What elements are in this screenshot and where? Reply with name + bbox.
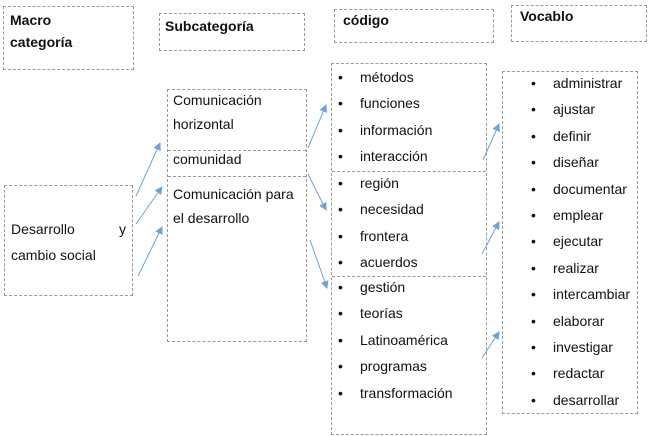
vocablo-item: • documentar bbox=[503, 176, 630, 202]
subcategory-desarrollo-line2: el desarrollo bbox=[173, 210, 250, 226]
macro-line-cambio-social: cambio social bbox=[11, 247, 96, 263]
vocablo-item: • administrar bbox=[503, 70, 630, 96]
arrow-macro-to-horizontal bbox=[136, 143, 160, 196]
vocablo-item: • realizar bbox=[503, 255, 630, 281]
vocablo-item: • ejecutar bbox=[503, 228, 630, 254]
codigo-item: • transformación bbox=[332, 380, 453, 406]
arrow-codigo1-to-vocablo bbox=[483, 124, 499, 160]
vocablo-item: • emplear bbox=[503, 202, 630, 228]
codigo-item: • interacción bbox=[332, 143, 432, 169]
header-codigo: código bbox=[343, 12, 389, 28]
arrow-codigo3-to-vocablo bbox=[482, 332, 499, 358]
header-macro-line1: Macro bbox=[10, 12, 52, 28]
header-macro-line2: categoría bbox=[10, 34, 73, 50]
subcategory-comunidad: comunidad bbox=[173, 151, 242, 167]
arrow-desarrollo-to-codigo3 bbox=[310, 240, 327, 288]
codigo-item: • información bbox=[332, 117, 432, 143]
header-subcategoria: Subcategoría bbox=[165, 18, 254, 34]
codigo-item: • región bbox=[332, 170, 424, 196]
vocablo-item: • investigar bbox=[503, 334, 630, 360]
codigo-item: • acuerdos bbox=[332, 249, 424, 275]
vocablo-item: • ajustar bbox=[503, 96, 630, 122]
subcategory-horizontal-line2: horizontal bbox=[173, 116, 234, 132]
macro-word-desarrollo: Desarrollo bbox=[11, 221, 75, 237]
vocablo-item: • diseñar bbox=[503, 149, 630, 175]
codigo-item: • frontera bbox=[332, 223, 424, 249]
codigo-item: • Latinoamérica bbox=[332, 327, 453, 353]
arrow-horizontal-to-codigo1 bbox=[308, 105, 326, 148]
arrow-codigo2-to-vocablo bbox=[482, 222, 499, 254]
codigo-item: • necesidad bbox=[332, 196, 424, 222]
arrow-macro-to-comunidad bbox=[136, 187, 162, 224]
codigo-item: • funciones bbox=[332, 90, 432, 116]
arrow-comunidad-to-codigo2 bbox=[308, 174, 326, 210]
subcategory-desarrollo-line1: Comunicación para bbox=[173, 186, 294, 202]
vocablo-item: • desarrollar bbox=[503, 387, 630, 413]
codigo-item: • teorías bbox=[332, 300, 453, 326]
macro-word-y: y bbox=[119, 221, 126, 237]
header-vocablo: Vocablo bbox=[520, 8, 574, 24]
codigo-item: • gestión bbox=[332, 274, 453, 300]
vocablo-item: • definir bbox=[503, 123, 630, 149]
subcategory-horizontal-line1: Comunicación bbox=[173, 92, 262, 108]
vocablo-item: • redactar bbox=[503, 360, 630, 386]
arrow-macro-to-desarrollo bbox=[138, 227, 162, 276]
codigo-item: • programas bbox=[332, 353, 453, 379]
vocablo-item: • intercambiar bbox=[503, 281, 630, 307]
vocablo-item: • elaborar bbox=[503, 308, 630, 334]
codigo-item: • métodos bbox=[332, 64, 432, 90]
